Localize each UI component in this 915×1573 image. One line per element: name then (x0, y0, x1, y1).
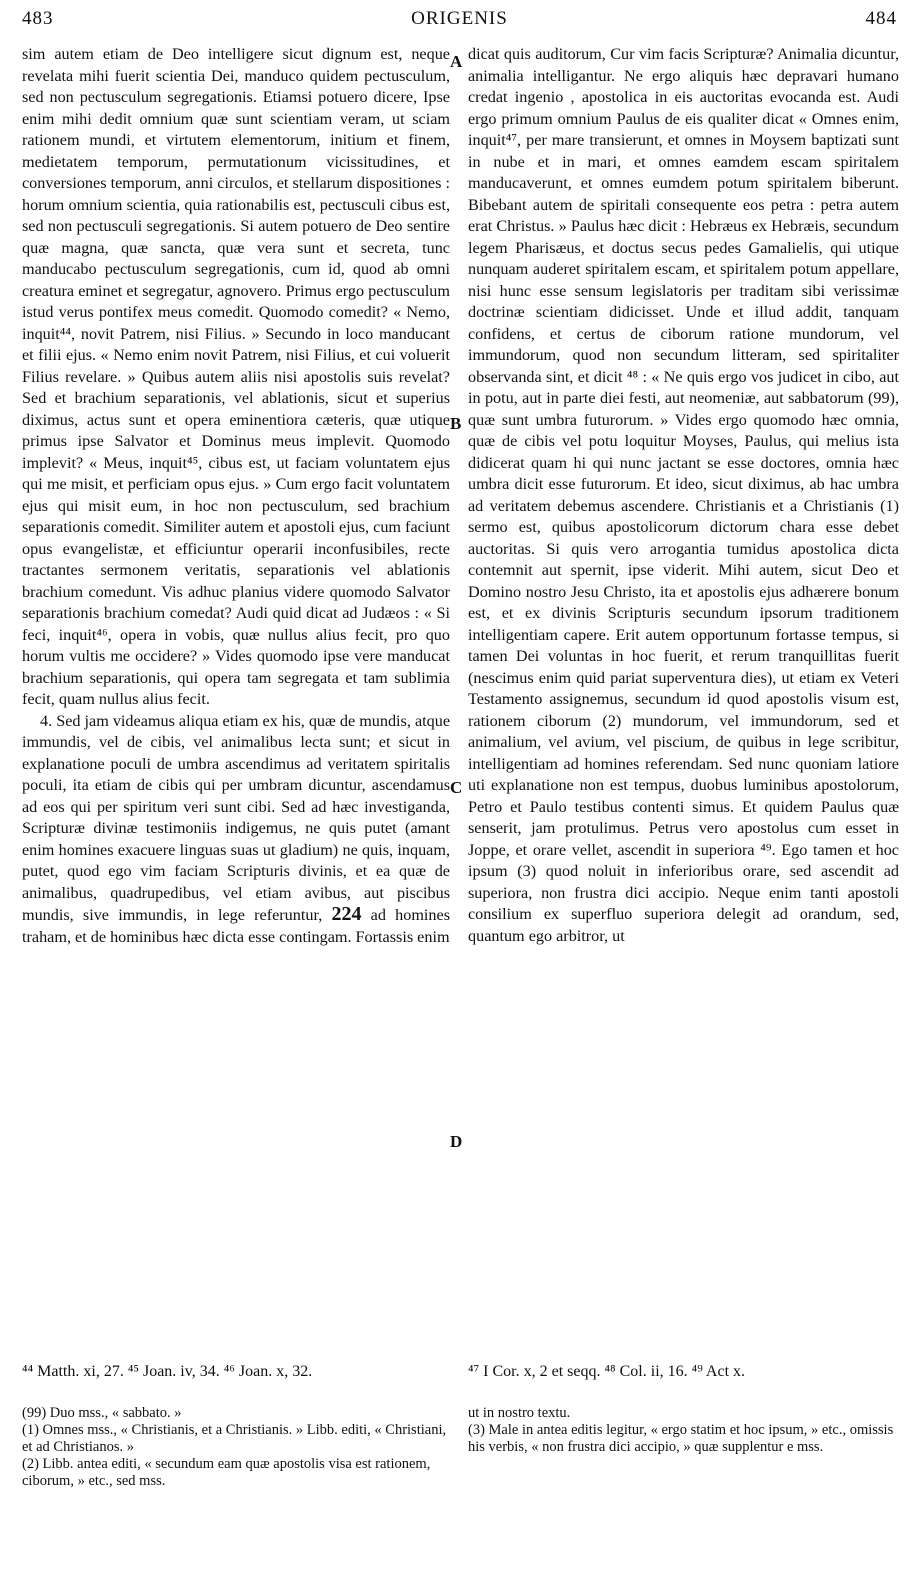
page-number-right: 484 (865, 8, 897, 29)
note-item: ut in nostro textu. (468, 1405, 571, 1421)
left-paragraph-2 (22, 711, 450, 949)
margin-marker-a: A (450, 52, 463, 71)
note-item: (1) Omnes mss., « Christianis, et a Christianis. » Libb. editi, « Christiani, et ad Christianos. » (22, 1422, 447, 1455)
left-paragraph-2-start: 4. Sed jam videamus aliqua etiam ex his, quæ de mundis, atque immundis, vel de cibis, vel animalibus lecta sunt; et sicut in explanatione poculi de umbra ascendimus ad veritatem spiritalis poculi, ita etiam de cibis qui per umbram dicuntur, ascendamus ad eos qui per spiritum veri sunt cibi. Sed ad hæc investiganda, Scripturæ divinæ testimoniis indigemus, ne quis putet (amant enim homines exacuere linguas suas ut gladium) ne quis, inquam, putet, quod ego vim faciam Scripturis divinis, et ea quæ de animalibus, quadrupedibus, vel etiam avibus, aut piscibus mundis, sive immundis, in lege referuntur, (22, 711, 451, 924)
scripture-footnotes-left: ⁴⁴ Matth. xi, 27. ⁴⁵ Joan. iv, 34. ⁴⁶ Joan. x, 32. (22, 1363, 313, 1380)
running-title: ORIGENIS (411, 8, 508, 29)
running-header (22, 8, 897, 36)
right-column (468, 44, 899, 947)
column-number: 224 (331, 903, 362, 925)
margin-marker-d: D (450, 1132, 463, 1151)
editorial-notes-right (468, 1405, 899, 1456)
note-item: (99) Duo mss., « sabbato. » (22, 1405, 182, 1421)
page-number-left: 483 (22, 8, 54, 29)
right-paragraph-1: dicat quis auditorum, Cur vim facis Scripturæ? Animalia dicuntur, animalia intelligantur. Ne ergo aliquis hæc depravari humano credat ingenio , apostolica in eis auctoritas evocanda est. Audi ergo primum omnium Paulus de eis qualiter dicat « Omnes enim, inquit⁴⁷, per mare transierunt, et omnes in Moysem baptizati sunt in nube et in mari, et omnes eamdem escam spiritalem manducaverunt, et omnes eumdem potum spiritalem biberunt. Bibebant autem de spiritali consequente eos petra : petra autem erat Christus. » Paulus hæc dicit : Hebræus ex Hebræis, secundum legem Pharisæus, et doctus secus pedes Gamalielis, qui utique nunquam auderet spiritalem escam, et spiritalem potum appellare, nisi hunc esse sensum legislatoris per traditam sibi verissimæ doctrinæ scientiam didicisset. Unde et illud addit, tanquam confidens, et certus de ciborum ratione mundorum, vel immundorum, quod non secundum litteram, sed spiritaliter observanda sint, et dicit ⁴⁸ : « Ne quis ergo vos judicet in cibo, aut in potu, aut in parte diei festi, aut neomeniæ, aut sabbatorum (99), quæ sunt umbra futurorum. » Vides ergo quomodo hæc omnia, quæ de cibis vel potu loquitur Moyses, Paulus, qui melius ista didicerat quam hi qui nunc jactant se esse doctores, omnia hæc umbra dicit esse futurorum. Et ideo, sicut diximus, ab hac umbra ad veritatem debemus ascendere. Christianis et a Christianis (1) sermo est, quibus apostolicorum dictorum chara esse debet auctoritas. Si quis vero arrogantia tumidus apostolica dicta contemnit aut spernit, ipse viderit. Mihi autem, sicut Deo et Domino nostro Jesu Christo, ita et apostolis ejus adhærere bonum est, et ex divinis Scripturis secundum ipsorum traditionem intelligentiam capere. Erit autem opportunum fortasse tempus, si tamen Dei voluntas in hoc fuerit, et rerum tranquillitas fuerit (nescimus enim quid pariat superventura dies), ut etiam ex Veteri Testamento assignemus, secundum id quod apostolis visum est, rationem ciborum (2) mundorum, vel immundorum, sed et animalium, vel avium, vel piscium, de quibus in lege scribitur, intelligentiam ad homines referendam. Sed nunc quoniam latiore uti explanatione non est tempus, duobus luminibus apostolorum, Petro et Paulo testibus contenti simus. Et quidem Paulus quæ senserit, jam protulimus. Petrus vero apostolus cum esset in Joppe, et orare vellet, ascendit in superiora ⁴⁹. Ego tamen et hoc ipsum (3) quod noluit in inferioribus orare, sed ascendit ad superiora, non frustra dici accipio. Neque enim tanti apostoli consilium ex superfluo superiora delegit ad orandum, sed, quantum ego arbitror, ut (468, 45, 899, 945)
left-paragraph-2-end: ad homines traham, et de hominibus hæc dicta esse contingam. Fortassis enim (22, 906, 451, 946)
left-paragraph-1: sim autem etiam de Deo intelligere sicut dignum est, neque revelata mihi fuerit scientia Dei, manduco quidem pectusculum, sed non pectusculum segregationis. Etiamsi potuero dicere, Ipse enim mihi dedit omnium quæ sunt scientiam veram, ut sciam rationem mundi, et virtutem elementorum, initium et finem, medietatem temporum, permutationum vicissitudines, et conversiones temporum, anni circulos, et stellarum dispositiones : horum omnium scientia, quia rationabilis est, pectusculi cibus est, sed non pectusculi segregationis. Si autem potuero de Deo sentire quæ magna, quæ sancta, quæ vera sunt et secreta, tunc manducabo pectusculum segregationis, cum id, quod ab omni creatura eminet et segregatur, agnovero. Primus ergo pectusculum istud verus pontifex meus comedit. Quomodo comedit? « Nemo, inquit⁴⁴, novit Patrem, nisi Filius. » Secundo in loco manducant et filii ejus. « Nemo enim novit Patrem, nisi Filius, et cui voluerit Filius revelare. » Quibus autem aliis nisi apostolis suis revelat? Sed et brachium separationis, vel ablationis, sicut et superius diximus, actus sunt et opera eminentiora cæteris, quæ utique primus ipse Salvator et Dominus meus implevit. Quomodo implevit? « Meus, inquit⁴⁵, cibus est, ut faciam voluntatem ejus qui me misit, et perficiam opus ejus. » Cum ergo facit voluntatem ejus qui misit eum, in hoc non pectusculum, sed brachium separationis comedit. Similiter autem et apostoli ejus, cum faciunt opus evangelistæ, et efficiuntur operarii inconfusibiles, recte tractantes sermonem veritatis, separationis vel ablationis brachium comedunt. Vis adhuc planius videre quomodo Salvator separationis brachium comedat? Audi quid dicat ad Judæos : « Si feci, inquit⁴⁶, opera in vobis, quæ nullus alius fecit, pro quo horum vultis me occidere? » Vides quomodo ipse vere manducat brachium separationis, qui opera tam segregata et tam sublimia fecit, quam nullus alius fecit. (22, 45, 450, 708)
left-column (22, 44, 450, 948)
scripture-footnotes-right: ⁴⁷ I Cor. x, 2 et seqq. ⁴⁸ Col. ii, 16. ⁴⁹ Act x. (468, 1363, 746, 1380)
note-item: (2) Libb. antea editi, « secundum eam quæ apostolis visa est rationem, ciborum, » etc., sed mss. (22, 1456, 431, 1489)
editorial-notes-left (22, 1405, 450, 1490)
margin-marker-b: B (450, 414, 462, 433)
note-item: (3) Male in antea editis legitur, « ergo statim et hoc ipsum, » etc., omissis his verbis, « non frustra dici accipio, » quæ supplentur e mss. (468, 1422, 894, 1455)
margin-marker-c: C (450, 778, 463, 797)
